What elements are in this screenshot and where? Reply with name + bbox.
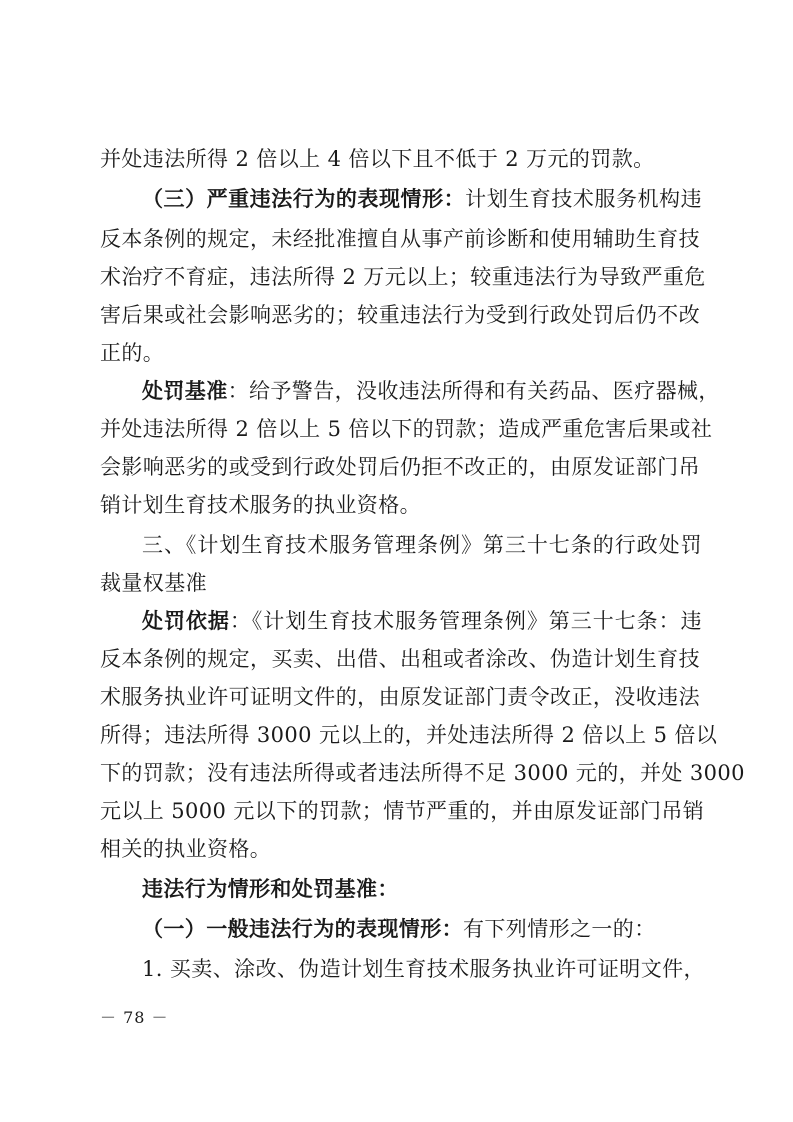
text-run: 下的罚款；没有违法所得或者违法所得不足 3000 元的，并处 3000 — [100, 761, 745, 785]
text-line — [142, 874, 702, 904]
bold-heading-run: 处罚基准 — [142, 378, 228, 403]
text-line — [100, 144, 700, 174]
text-line — [100, 796, 705, 826]
text-run: ：给予警告，没收违法所得和有关药品、医疗器械， — [227, 379, 720, 403]
text-line — [100, 338, 700, 368]
page-number: － 78 － — [100, 1008, 169, 1027]
text-run: 反本条例的规定，买卖、出借、出租或者涂改、伪造计划生育技 — [100, 647, 700, 671]
text-line — [100, 834, 700, 864]
text-run: 1. 买卖、涂改、伪造计划生育技术服务执业许可证明文件， — [142, 957, 705, 981]
text-line — [100, 414, 713, 444]
text-run: 销计划生育技术服务的执业资格。 — [100, 493, 421, 517]
text-line — [100, 720, 718, 750]
text-run: 会影响恶劣的或受到行政处罚后仍拒不改正的，由原发证部门吊 — [100, 455, 700, 479]
text-run: 正的。 — [100, 341, 165, 365]
text-run: 元以上 5000 元以下的罚款；情节严重的，并由原发证部门吊销 — [100, 799, 705, 823]
text-run: 术治疗不育症，违法所得 2 万元以上；较重违法行为导致严重危 — [100, 265, 706, 289]
text-line — [142, 376, 720, 406]
text-line — [100, 682, 700, 712]
text-run: 害后果或社会影响恶劣的；较重违法行为受到行政处罚后仍不改 — [100, 303, 700, 327]
text-line — [142, 954, 705, 984]
text-run: 相关的执业资格。 — [100, 837, 272, 861]
text-run: 所得；违法所得 3000 元以上的，并处违法所得 2 倍以上 5 倍以 — [100, 723, 718, 747]
bold-heading-run: （一）一般违法行为的表现情形： — [142, 916, 463, 941]
text-line — [100, 490, 700, 520]
text-run: 三、《计划生育技术服务管理条例》第三十七条的行政处罚 — [142, 533, 702, 557]
text-run: 并处违法所得 2 倍以上 5 倍以下的罚款；造成严重危害后果或社 — [100, 417, 713, 441]
bold-heading-run: 处罚依据 — [142, 608, 230, 633]
text-run: 反本条例的规定，未经批准擅自从事产前诊断和使用辅助生育技 — [100, 227, 700, 251]
text-line — [100, 300, 700, 330]
text-line — [142, 606, 702, 636]
text-run: 并处违法所得 2 倍以上 4 倍以下且不低于 2 万元的罚款。 — [100, 147, 655, 171]
text-run: 裁量权基准 — [100, 571, 207, 595]
text-run: ：《计划生育技术服务管理条例》第三十七条：违 — [229, 609, 702, 633]
section-heading-line — [142, 530, 702, 560]
text-line — [100, 262, 706, 292]
text-line — [100, 224, 700, 254]
text-line — [100, 758, 745, 788]
text-line — [142, 184, 702, 214]
text-run: 有下列情形之一的： — [463, 917, 656, 941]
text-line — [100, 644, 700, 674]
section-heading-line — [100, 568, 700, 598]
bold-heading-run: （三）严重违法行为的表现情形： — [142, 186, 466, 211]
text-line — [142, 914, 702, 944]
text-run: 术服务执业许可证明文件的，由原发证部门责令改正，没收违法 — [100, 685, 700, 709]
text-run: 计划生育技术服务机构违 — [465, 187, 702, 211]
bold-heading-run: 违法行为情形和处罚基准： — [142, 876, 399, 901]
text-line — [100, 452, 700, 482]
